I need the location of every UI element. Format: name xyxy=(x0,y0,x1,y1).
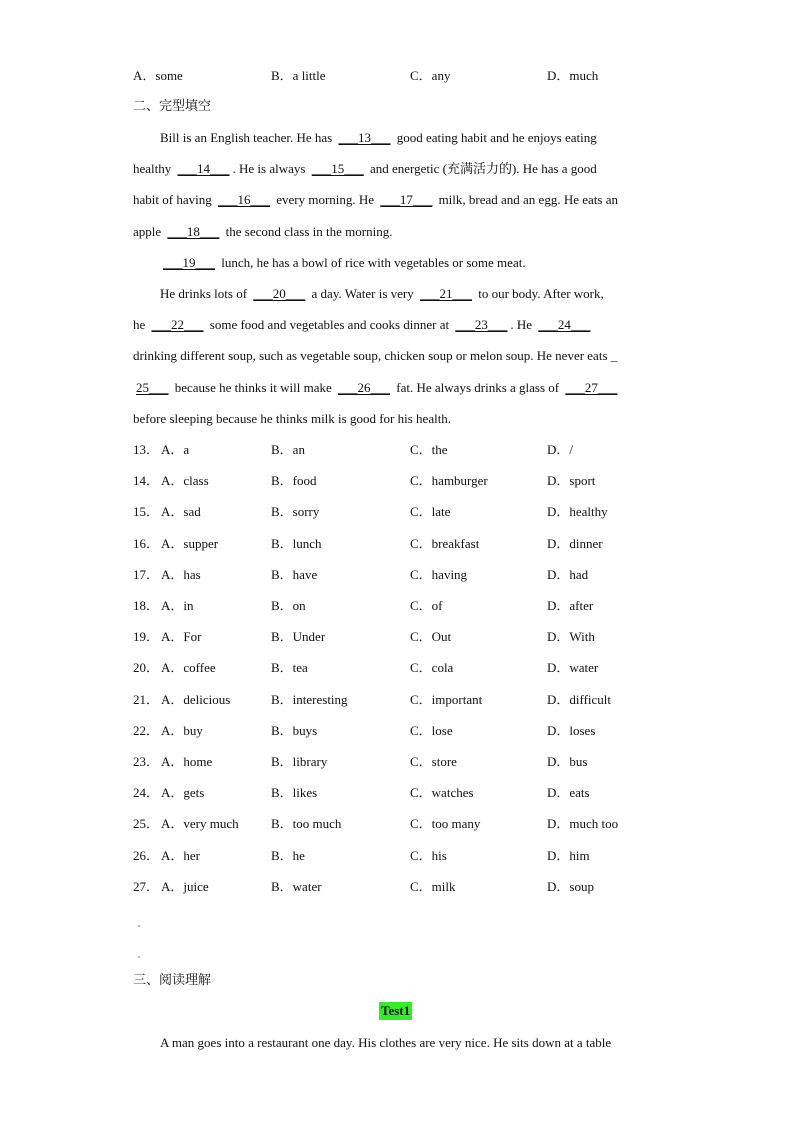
option-d: D．loses xyxy=(547,723,596,738)
question-number: 16． xyxy=(133,536,160,551)
option-d: D．difficult xyxy=(547,692,612,707)
option-c: C．late xyxy=(410,504,451,519)
text: drinking different soup, such as vegetable soup, chicken soup or melon soup. He never eats _ xyxy=(133,348,618,363)
question-number: 23． xyxy=(133,754,160,769)
option-c: C．Out xyxy=(410,629,452,644)
option-a: A．class xyxy=(161,473,209,488)
blank-24: ___24___ xyxy=(538,317,591,332)
reading-line-1: A man goes into a restaurant one day. His clothes are very nice. He sits down at a table xyxy=(160,1035,612,1050)
passage-line-6 xyxy=(133,285,690,303)
passage-line-8 xyxy=(133,347,663,365)
option-a: A．a xyxy=(161,442,190,457)
option-a: A．home xyxy=(161,754,213,769)
option-b: B．a little xyxy=(271,68,326,83)
option-d: D．him xyxy=(547,848,590,863)
text: he xyxy=(133,317,149,332)
option-b: B．library xyxy=(271,754,328,769)
option-d: D．much xyxy=(547,68,599,83)
option-d: D．much too xyxy=(547,816,619,831)
text: because he thinks it will make xyxy=(171,380,336,395)
blank-23: ___23___ xyxy=(455,317,508,332)
blank-22: ___22___ xyxy=(151,317,204,332)
option-d: D．after xyxy=(547,598,594,613)
option-b: B．he xyxy=(271,848,305,863)
text: He drinks lots of xyxy=(160,286,251,301)
option-b: B．tea xyxy=(271,660,308,675)
text: . He xyxy=(510,317,536,332)
option-a: A．in xyxy=(161,598,194,613)
text: some food and vegetables and cooks dinner at xyxy=(206,317,453,332)
option-a: A．supper xyxy=(161,536,219,551)
option-d: D．water xyxy=(547,660,599,675)
option-c: C．important xyxy=(410,692,483,707)
blank-19: ___19___ xyxy=(163,255,215,270)
option-c: C．any xyxy=(410,68,451,83)
option-b: B．Under xyxy=(271,629,326,644)
blank-16: ___16___ xyxy=(217,192,270,207)
section-title-reading: 三、阅读理解 xyxy=(133,973,212,988)
option-d: D．bus xyxy=(547,754,588,769)
option-d: D．healthy xyxy=(547,504,608,519)
option-d: D．With xyxy=(547,629,595,644)
option-c: C．hamburger xyxy=(410,473,488,488)
blank-21: ___21___ xyxy=(419,286,472,301)
option-b: B．water xyxy=(271,879,322,894)
option-a: A．has xyxy=(161,567,201,582)
text: healthy xyxy=(133,161,175,176)
text: and energetic (充满活力的). He has a good xyxy=(366,161,597,176)
option-c: C．lose xyxy=(410,723,453,738)
blank-18: ___18___ xyxy=(167,224,220,239)
option-b: B．on xyxy=(271,598,306,613)
option-c: C．too many xyxy=(410,816,481,831)
question-number: 19． xyxy=(133,629,160,644)
blank-26: ___26___ xyxy=(338,380,391,395)
question-number: 24． xyxy=(133,785,160,800)
passage-line-7 xyxy=(133,316,663,334)
option-a: A．gets xyxy=(161,785,205,800)
option-a: A．very much xyxy=(161,816,239,831)
option-b: B．interesting xyxy=(271,692,348,707)
passage-line-9 xyxy=(133,379,663,397)
test-title: Test1 xyxy=(381,1003,411,1018)
option-d: D．had xyxy=(547,567,589,582)
option-d: D．soup xyxy=(547,879,594,894)
option-c: C．cola xyxy=(410,660,454,675)
blank-15: ___15___ xyxy=(311,161,364,176)
passage-line-2 xyxy=(133,160,663,178)
question-number: 17． xyxy=(133,567,160,582)
text: Bill is an English teacher. He has xyxy=(160,130,336,145)
option-c: C．milk xyxy=(410,879,456,894)
passage-line-1 xyxy=(133,129,690,147)
option-a: A．sad xyxy=(161,504,201,519)
option-b: B．buys xyxy=(271,723,318,738)
option-a: A．some xyxy=(133,68,183,83)
option-b: B．an xyxy=(271,442,305,457)
text: apple xyxy=(133,224,165,239)
option-c: C．breakfast xyxy=(410,536,480,551)
text: to our body. After work, xyxy=(474,286,604,301)
text: lunch, he has a bowl of rice with vegetables or some meat. xyxy=(218,255,526,270)
question-number: 21． xyxy=(133,692,160,707)
text: milk, bread and an egg. He eats an xyxy=(435,192,618,207)
blank-20: ___20___ xyxy=(253,286,306,301)
question-number: 13． xyxy=(133,442,160,457)
option-b: B．sorry xyxy=(271,504,320,519)
blank-27: ___27___ xyxy=(565,380,618,395)
text: . He is always xyxy=(232,161,309,176)
option-c: C．his xyxy=(410,848,447,863)
option-b: B．lunch xyxy=(271,536,322,551)
question-number: 18． xyxy=(133,598,160,613)
option-a: A．buy xyxy=(161,723,203,738)
blank-25: 25___ xyxy=(136,380,169,395)
text: good eating habit and he enjoys eating xyxy=(393,130,597,145)
text: a day. Water is very xyxy=(308,286,417,301)
text: every morning. He xyxy=(272,192,378,207)
option-c: C．of xyxy=(410,598,443,613)
section-title-cloze: 二、完型填空 xyxy=(133,99,212,114)
option-a: A．coffee xyxy=(161,660,216,675)
option-c: C．store xyxy=(410,754,457,769)
question-number: 25． xyxy=(133,816,160,831)
divider-dot xyxy=(138,925,140,927)
option-d: D．sport xyxy=(547,473,596,488)
divider-dot xyxy=(138,956,140,958)
text: fat. He always drinks a glass of xyxy=(393,380,563,395)
question-number: 22． xyxy=(133,723,160,738)
question-number: 27． xyxy=(133,879,160,894)
passage-line-4 xyxy=(133,223,663,241)
blank-17: ___17___ xyxy=(380,192,433,207)
option-d: D．/ xyxy=(547,442,574,457)
question-number: 26． xyxy=(133,848,160,863)
option-d: D．dinner xyxy=(547,536,603,551)
blank-13: ___13___ xyxy=(338,130,391,145)
passage-line-3 xyxy=(133,191,663,209)
passage-line-10 xyxy=(133,410,663,428)
question-number: 15． xyxy=(133,504,160,519)
option-b: B．too much xyxy=(271,816,342,831)
option-b: B．food xyxy=(271,473,317,488)
option-c: C．the xyxy=(410,442,448,457)
text: habit of having xyxy=(133,192,215,207)
option-b: B．likes xyxy=(271,785,318,800)
question-number: 20． xyxy=(133,660,160,675)
option-d: D．eats xyxy=(547,785,590,800)
text: before sleeping because he thinks milk is good for his health. xyxy=(133,411,452,426)
blank-14: ___14___ xyxy=(177,161,230,176)
option-c: C．watches xyxy=(410,785,474,800)
option-b: B．have xyxy=(271,567,318,582)
option-c: C．having xyxy=(410,567,468,582)
passage-line-5 xyxy=(133,254,690,272)
option-a: A．juice xyxy=(161,879,209,894)
text: the second class in the morning. xyxy=(222,224,393,239)
option-a: A．her xyxy=(161,848,200,863)
question-number: 14． xyxy=(133,473,160,488)
option-a: A．For xyxy=(161,629,202,644)
option-a: A．delicious xyxy=(161,692,231,707)
